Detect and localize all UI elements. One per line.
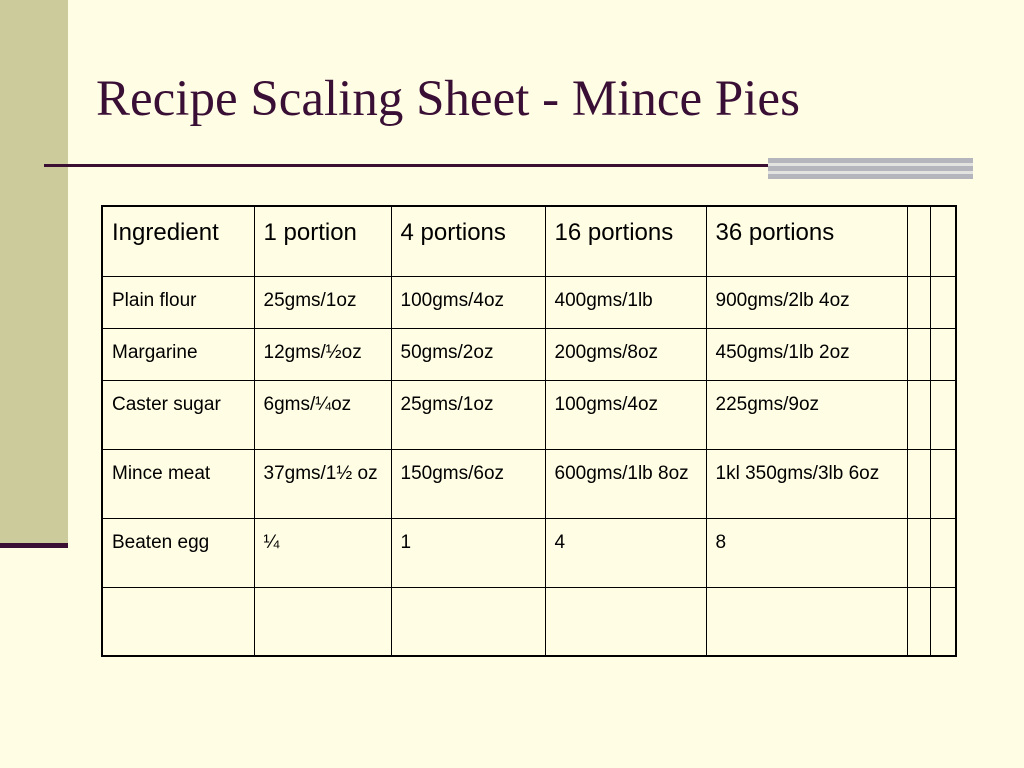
table-cell (930, 587, 956, 656)
table-row (102, 328, 956, 380)
table-cell: Mince meat (102, 449, 254, 518)
table-header-row (102, 206, 956, 276)
table-cell: 25gms/1oz (254, 276, 391, 328)
table-cell: Plain flour (102, 276, 254, 328)
table-cell (391, 587, 545, 656)
table-cell: 1kl 350gms/3lb 6oz (706, 449, 907, 518)
table-row (102, 449, 956, 518)
table-cell: 25gms/1oz (391, 380, 545, 449)
table-cell (930, 328, 956, 380)
title-rule-line (44, 164, 774, 167)
table-cell (102, 587, 254, 656)
table-cell: 600gms/1lb 8oz (545, 449, 706, 518)
table-cell: 400gms/1lb (545, 276, 706, 328)
header-cell-empty (907, 206, 930, 276)
side-bar (0, 0, 68, 546)
table-cell (907, 449, 930, 518)
header-cell-16-portions: 16 portions (545, 206, 706, 276)
table-cell: 200gms/8oz (545, 328, 706, 380)
table-cell: 225gms/9oz (706, 380, 907, 449)
table-row (102, 380, 956, 449)
table-cell: 8 (706, 518, 907, 587)
table-cell: 450gms/1lb 2oz (706, 328, 907, 380)
table-cell (930, 449, 956, 518)
title-rule-stripes (768, 158, 973, 179)
table-cell: 100gms/4oz (545, 380, 706, 449)
table-cell (907, 276, 930, 328)
table-cell (706, 587, 907, 656)
table-cell: Margarine (102, 328, 254, 380)
table-row (102, 587, 956, 656)
table-cell: 6gms/¼oz (254, 380, 391, 449)
table-cell: 37gms/1½ oz (254, 449, 391, 518)
table-row (102, 518, 956, 587)
table-cell: 4 (545, 518, 706, 587)
table-row (102, 276, 956, 328)
table-cell: Caster sugar (102, 380, 254, 449)
table-cell (930, 380, 956, 449)
table-cell (930, 518, 956, 587)
table-cell (907, 328, 930, 380)
table-cell (907, 380, 930, 449)
table-cell (907, 587, 930, 656)
table-cell: 900gms/2lb 4oz (706, 276, 907, 328)
table-cell: 12gms/½oz (254, 328, 391, 380)
header-cell-ingredient: Ingredient (102, 206, 254, 276)
table-cell (545, 587, 706, 656)
table-cell: 100gms/4oz (391, 276, 545, 328)
slide-title: Recipe Scaling Sheet - Mince Pies (96, 71, 800, 127)
table-cell (930, 276, 956, 328)
table-cell: 1 (391, 518, 545, 587)
side-accent-line (0, 543, 68, 548)
header-cell-4-portions: 4 portions (391, 206, 545, 276)
table-cell: 50gms/2oz (391, 328, 545, 380)
header-cell-empty (930, 206, 956, 276)
table-cell: 150gms/6oz (391, 449, 545, 518)
table-cell (254, 587, 391, 656)
table-cell: ¼ (254, 518, 391, 587)
recipe-table (101, 205, 957, 657)
header-cell-36-portions: 36 portions (706, 206, 907, 276)
table-cell (907, 518, 930, 587)
table-cell: Beaten egg (102, 518, 254, 587)
header-cell-1-portion: 1 portion (254, 206, 391, 276)
